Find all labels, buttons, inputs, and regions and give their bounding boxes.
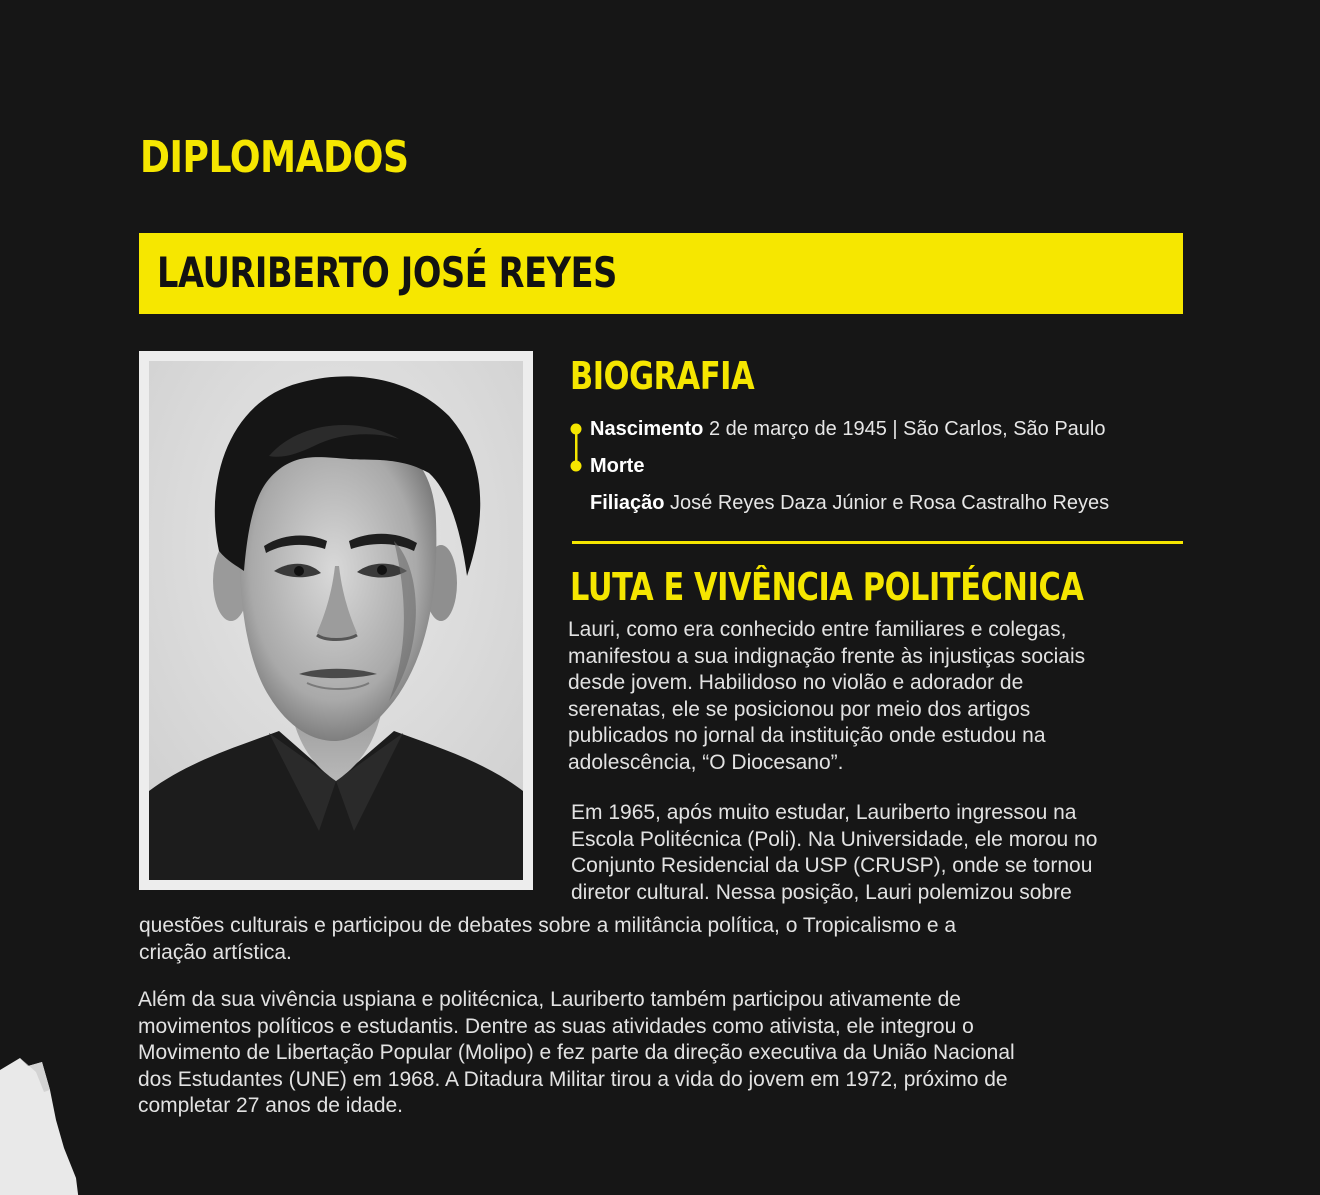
section-divider xyxy=(572,541,1183,544)
text-line: movimentos políticos e estudantis. Dentre as suas atividades como ativista, ele integrou o xyxy=(138,1014,974,1038)
paragraph-poli-continued xyxy=(139,913,1189,966)
birth-label: Nascimento xyxy=(590,418,704,440)
parents-label: Filiação xyxy=(590,492,665,514)
torn-paper-icon xyxy=(0,1050,90,1195)
timeline-icon xyxy=(569,423,583,473)
section-title: DIPLOMADOS xyxy=(140,132,409,183)
paragraph-poli xyxy=(571,800,1191,906)
parents-fact xyxy=(590,489,1109,517)
text-line: desde jovem. Habilidoso no violão e adorador de xyxy=(568,671,1024,695)
text-line: dos Estudantes (UNE) em 1968. A Ditadura Militar tirou a vida do jovem em 1972, próximo de xyxy=(138,1067,1008,1091)
text-line: adolescência, “O Diocesano”. xyxy=(568,750,844,774)
text-line: Movimento de Libertação Popular (Molipo) e fez parte da direção executiva da União Nacional xyxy=(138,1041,1015,1065)
text-line: criação artística. xyxy=(139,940,292,964)
biography-title: BIOGRAFIA xyxy=(570,354,755,398)
text-line: diretor cultural. Nessa posição, Lauri polemizou sobre xyxy=(571,880,1072,904)
text-line: manifestou a sua indignação frente às injustiças sociais xyxy=(568,644,1086,668)
text-line: Escola Politécnica (Poli). Na Universidade, ele morou no xyxy=(571,827,1098,851)
birth-value: 2 de março de 1945 | São Carlos, São Paulo xyxy=(708,418,1106,440)
text-line: Em 1965, após muito estudar, Lauriberto ingressou na xyxy=(571,801,1077,824)
person-name: LAURIBERTO JOSÉ REYES xyxy=(157,248,617,297)
text-line: publicados no jornal da instituição onde estudou na xyxy=(568,724,1046,748)
paragraph-early-life xyxy=(568,617,1188,777)
luta-title: LUTA E VIVÊNCIA POLITÉCNICA xyxy=(570,565,1084,609)
portrait-photo-icon xyxy=(149,361,523,880)
text-line: Conjunto Residencial da USP (CRUSP), onde se tornou xyxy=(571,854,1093,878)
text-line: serenatas, ele se posicionou por meio dos artigos xyxy=(568,697,1031,721)
text-line: Lauri, como era conhecido entre familiares e colegas, xyxy=(568,618,1067,641)
text-line: Além da sua vivência uspiana e politécnica, Lauriberto também participou ativamente de xyxy=(138,988,961,1011)
name-banner xyxy=(139,233,1183,314)
parents-value: José Reyes Daza Júnior e Rosa Castralho Reyes xyxy=(670,492,1110,514)
text-line: questões culturais e participou de debates sobre a militância política, o Tropicalismo e a xyxy=(139,914,957,937)
death-label: Morte xyxy=(590,455,645,477)
death-fact xyxy=(590,452,644,480)
paragraph-activism xyxy=(138,987,1188,1120)
birth-fact xyxy=(590,415,1106,443)
portrait-frame xyxy=(139,351,533,890)
text-line: completar 27 anos de idade. xyxy=(138,1094,404,1118)
